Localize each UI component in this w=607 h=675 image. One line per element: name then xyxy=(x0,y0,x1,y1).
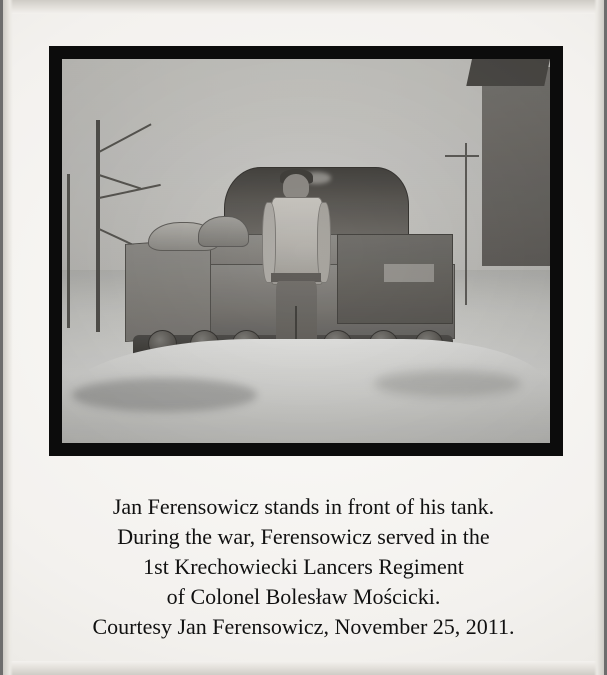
caption-block xyxy=(3,492,604,642)
bare-sapling xyxy=(67,174,70,328)
soldier-right-arm xyxy=(317,202,331,283)
building-roof xyxy=(466,59,550,86)
snow-shadow xyxy=(374,370,520,397)
stowed-gear-bundle xyxy=(198,216,249,247)
utility-pole-crossarm xyxy=(445,155,479,157)
snow-shadow xyxy=(72,378,257,413)
soldier-head xyxy=(283,174,310,199)
caption-line-1: Jan Ferensowicz stands in front of his tank. xyxy=(112,494,495,519)
caption-line-3: 1st Krechowiecki Lancers Regiment xyxy=(143,554,464,579)
photograph-frame xyxy=(49,46,563,456)
vehicle-hull-front xyxy=(125,238,211,342)
caption-line-4: of Colonel Bolesław Mościcki. xyxy=(166,584,441,609)
paper-edge-top xyxy=(3,0,604,14)
soldier-torso xyxy=(271,197,323,285)
caption-line-2: During the war, Ferensowicz served in the xyxy=(117,524,490,549)
paper-edge-bottom xyxy=(3,661,604,675)
caption-line-5: Courtesy Jan Ferensowicz, November 25, 2011. xyxy=(92,614,515,639)
vehicle-marking xyxy=(384,264,433,281)
soldier-left-arm xyxy=(262,202,276,283)
photograph-image xyxy=(62,59,550,443)
